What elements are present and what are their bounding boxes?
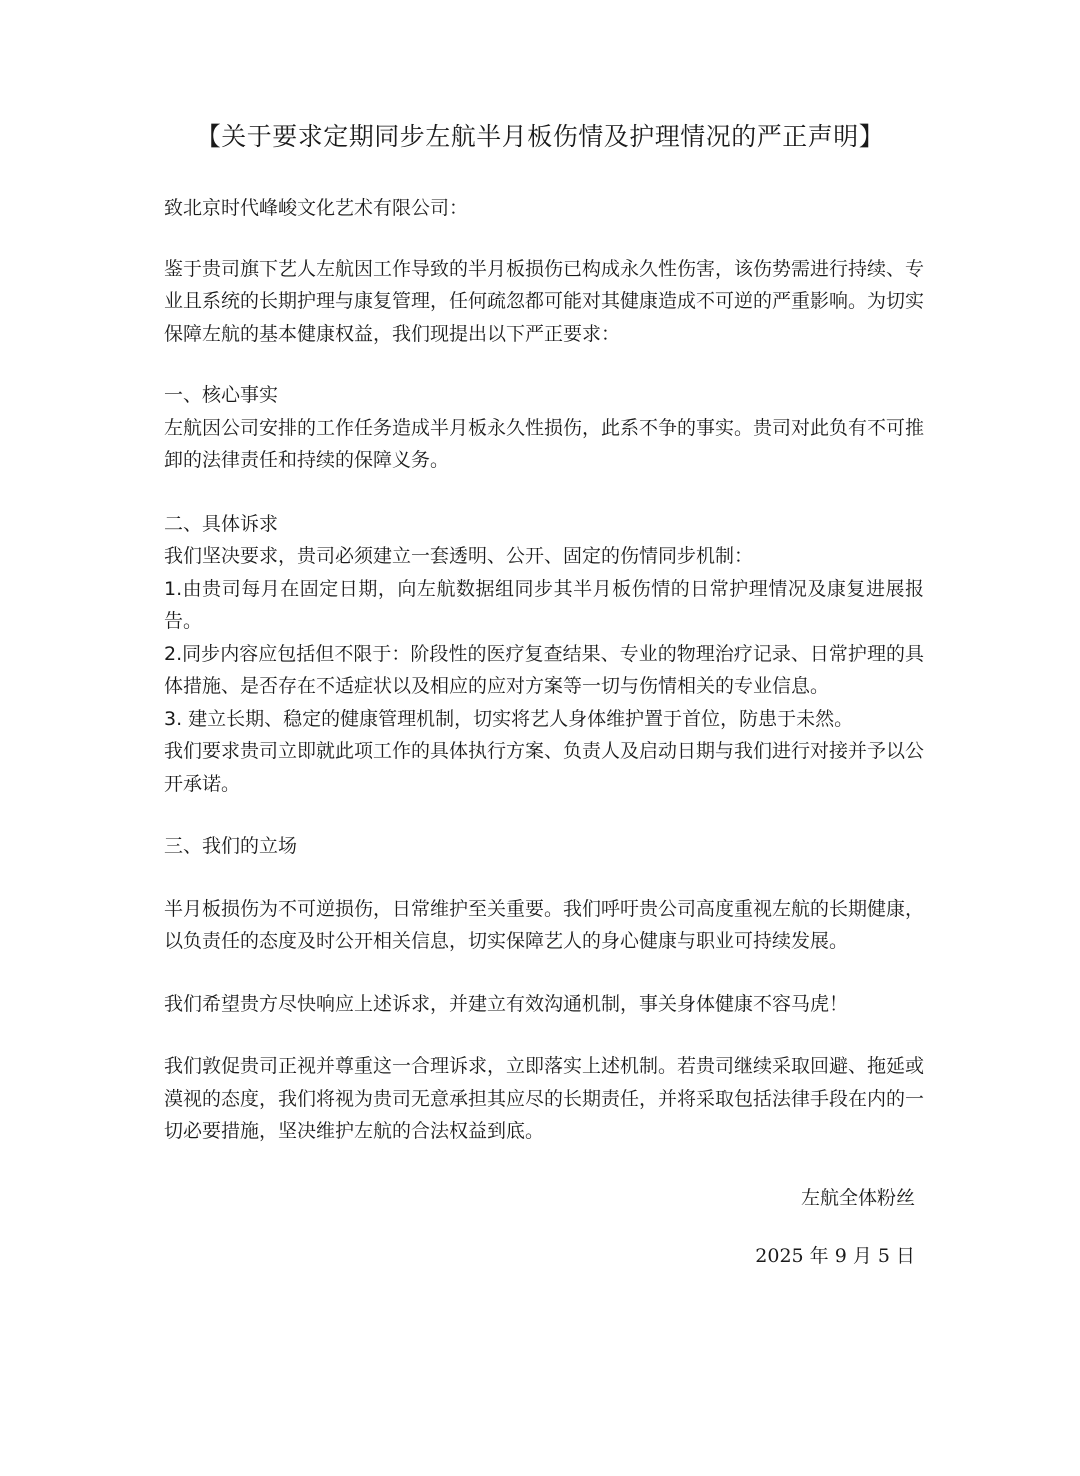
demand-item-3: 3. 建立长期、稳定的健康管理机制，切实将艺人身体维护置于首位，防患于未然。: [164, 707, 854, 730]
section-2-lead: 我们坚决要求，贵司必须建立一套透明、公开、固定的伤情同步机制：: [164, 545, 754, 567]
demand-item-1: 1.由贵司每月在固定日期，向左航数据组同步其半月板伤情的日常护理情况及康复进展报告。: [164, 577, 924, 632]
section-3-heading: 三、我们的立场: [164, 835, 298, 857]
intro-paragraph: 鉴于贵司旗下艺人左航因工作导致的半月板损伤已构成永久性伤害，该伤势需进行持续、专业且系统的长期护理与康复管理，任何疏忽都可能对其健康造成不可逆的严重影响。为切实保障左航的基本健康权益，我们现提出以下严正要求：: [164, 257, 925, 345]
section-2-heading: 二、具体诉求: [164, 512, 279, 535]
section-3-para-3: 我们敦促贵司正视并尊重这一合理诉求，立即落实上述机制。若贵司继续采取回避、拖延或漠视的态度，我们将视为贵司无意承担其应尽的长期责任，并将采取包括法律手段在内的一切必要措施，坚决维护左航的合法权益到底。: [164, 1055, 925, 1142]
signature: 左航全体粉丝: [800, 1187, 915, 1209]
section-2-closing: 我们要求贵司立即就此项工作的具体执行方案、负责人及启动日期与我们进行对接并予以公开承诺。: [164, 740, 925, 795]
section-3-para-1: 半月板损伤为不可逆损伤，日常维护至关重要。我们呼吁贵公司高度重视左航的长期健康，以负责任的态度及时公开相关信息，切实保障艺人的身心健康与职业可持续发展。: [164, 897, 925, 952]
document-body: [164, 192, 924, 1148]
signature-date: 2025 年 9 月 5 日: [755, 1245, 915, 1267]
section-3-para-2: 我们希望贵方尽快响应上述诉求，并建立有效沟通机制，事关身体健康不容马虎！: [164, 992, 849, 1015]
document-title: 【关于要求定期同步左航半月板伤情及护理情况的严正声明】: [195, 122, 885, 151]
section-1-heading: 一、核心事实: [164, 384, 279, 406]
section-1-text: 左航因公司安排的工作任务造成半月板永久性损伤，此系不争的事实。贵司对此负有不可推卸的法律责任和持续的保障义务。: [164, 416, 925, 471]
salutation: 致北京时代峰峻文化艺术有限公司：: [164, 197, 469, 219]
demand-item-2: 2.同步内容应包括但不限于：阶段性的医疗复查结果、专业的物理治疗记录、日常护理的具体措施、是否存在不适症状以及相应的应对方案等一切与伤情相关的专业信息。: [164, 642, 924, 697]
